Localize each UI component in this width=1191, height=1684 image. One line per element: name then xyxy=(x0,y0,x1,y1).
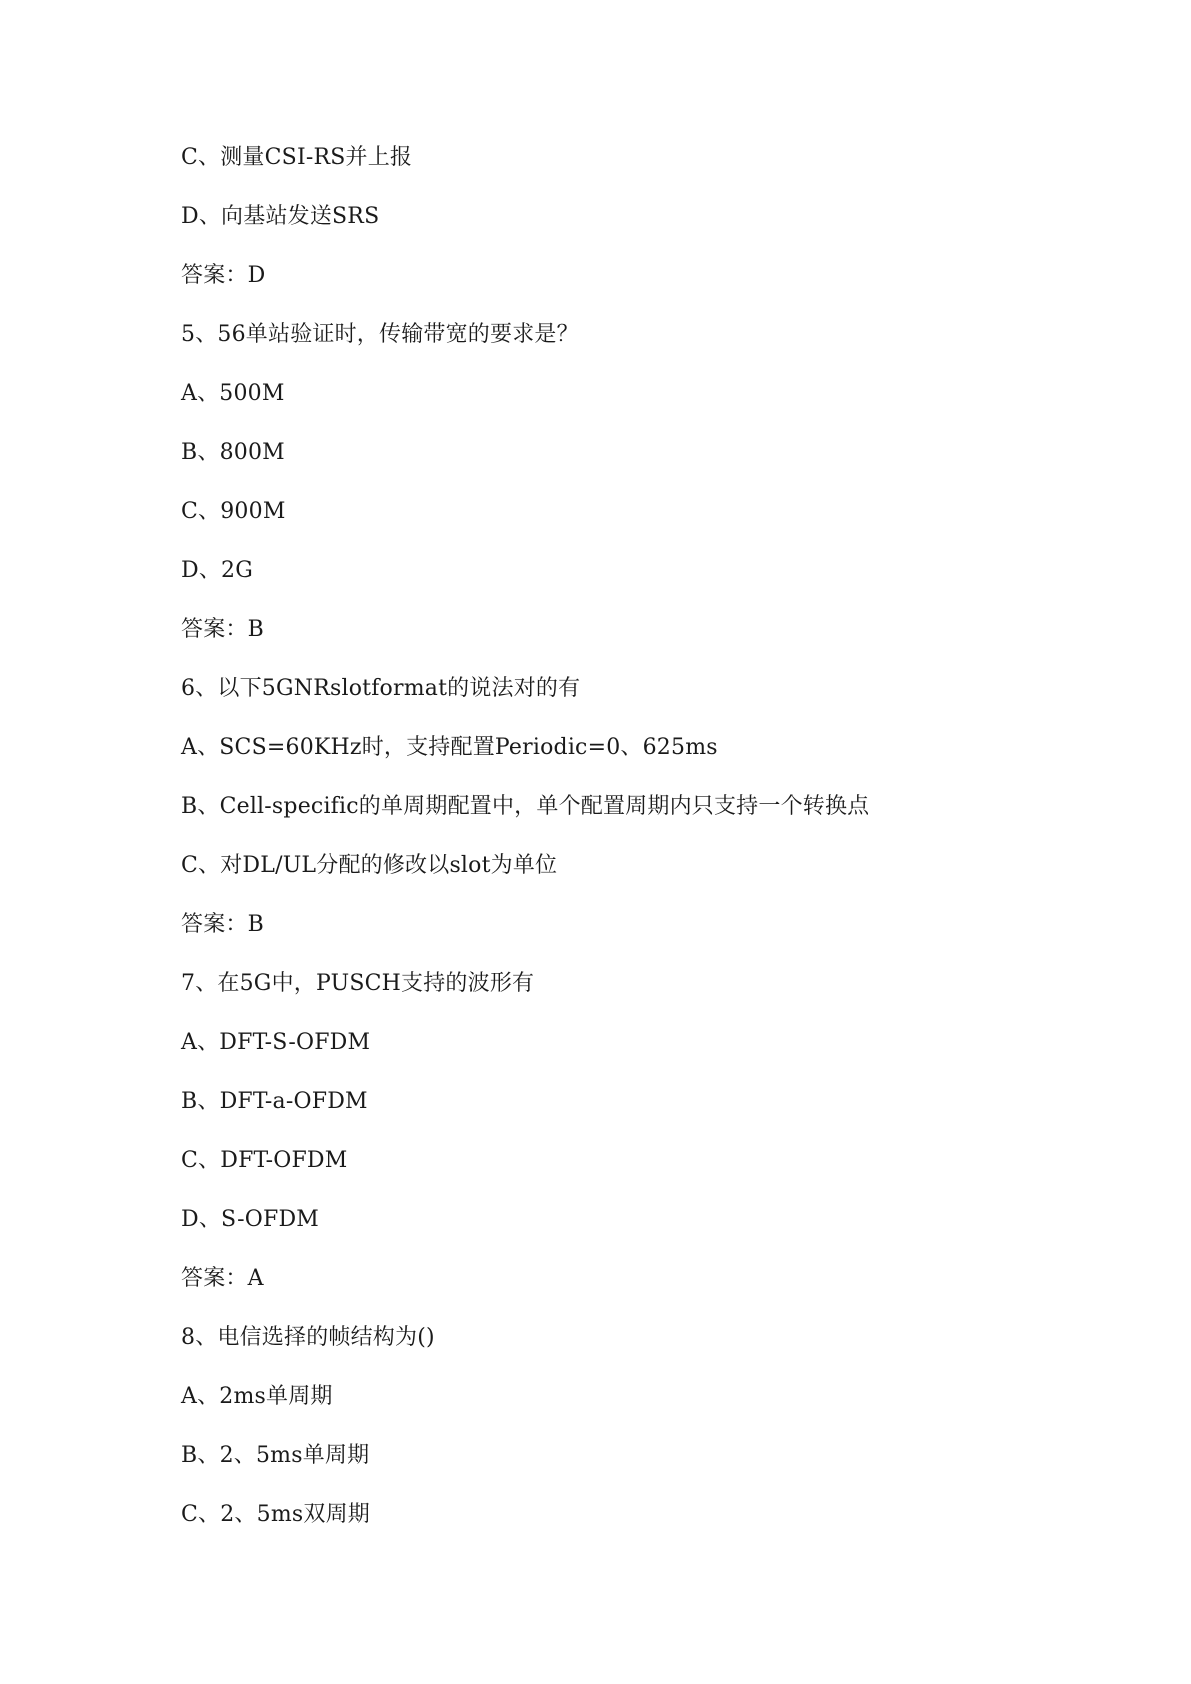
question-5: 5、56单站验证时，传输带宽的要求是？ xyxy=(181,322,579,347)
option-b: B、2、5ms单周期 xyxy=(181,1443,370,1468)
option-b: B、Cell-specific的单周期配置中，单个配置周期内只支持一个转换点 xyxy=(181,794,870,819)
option-a: A、DFT-S-OFDM xyxy=(181,1030,371,1055)
option-c: C、DFT-OFDM xyxy=(181,1148,348,1173)
option-a: A、500M xyxy=(181,381,285,406)
option-d: D、S-OFDM xyxy=(181,1207,320,1232)
answer: 答案：D xyxy=(181,263,266,288)
option-c: C、对DL/UL分配的修改以slot为单位 xyxy=(181,853,558,878)
question-7: 7、在5G中，PUSCH支持的波形有 xyxy=(181,971,535,996)
option-c: C、900M xyxy=(181,499,286,524)
question-8: 8、电信选择的帧结构为() xyxy=(181,1325,435,1350)
option-a: A、SCS=60KHz时，支持配置Periodic=0、625ms xyxy=(181,735,718,760)
option-c: C、2、5ms双周期 xyxy=(181,1502,370,1527)
option-d: D、向基站发送SRS xyxy=(181,204,380,229)
option-c: C、测量CSI-RS并上报 xyxy=(181,145,413,170)
option-b: B、DFT-a-OFDM xyxy=(181,1089,368,1114)
answer: 答案：A xyxy=(181,1266,264,1291)
option-b: B、800M xyxy=(181,440,285,465)
option-a: A、2ms单周期 xyxy=(181,1384,333,1409)
question-6: 6、以下5GNRslotformat的说法对的有 xyxy=(181,676,581,701)
answer: 答案：B xyxy=(181,617,264,642)
option-d: D、2G xyxy=(181,558,254,583)
answer: 答案：B xyxy=(181,912,264,937)
